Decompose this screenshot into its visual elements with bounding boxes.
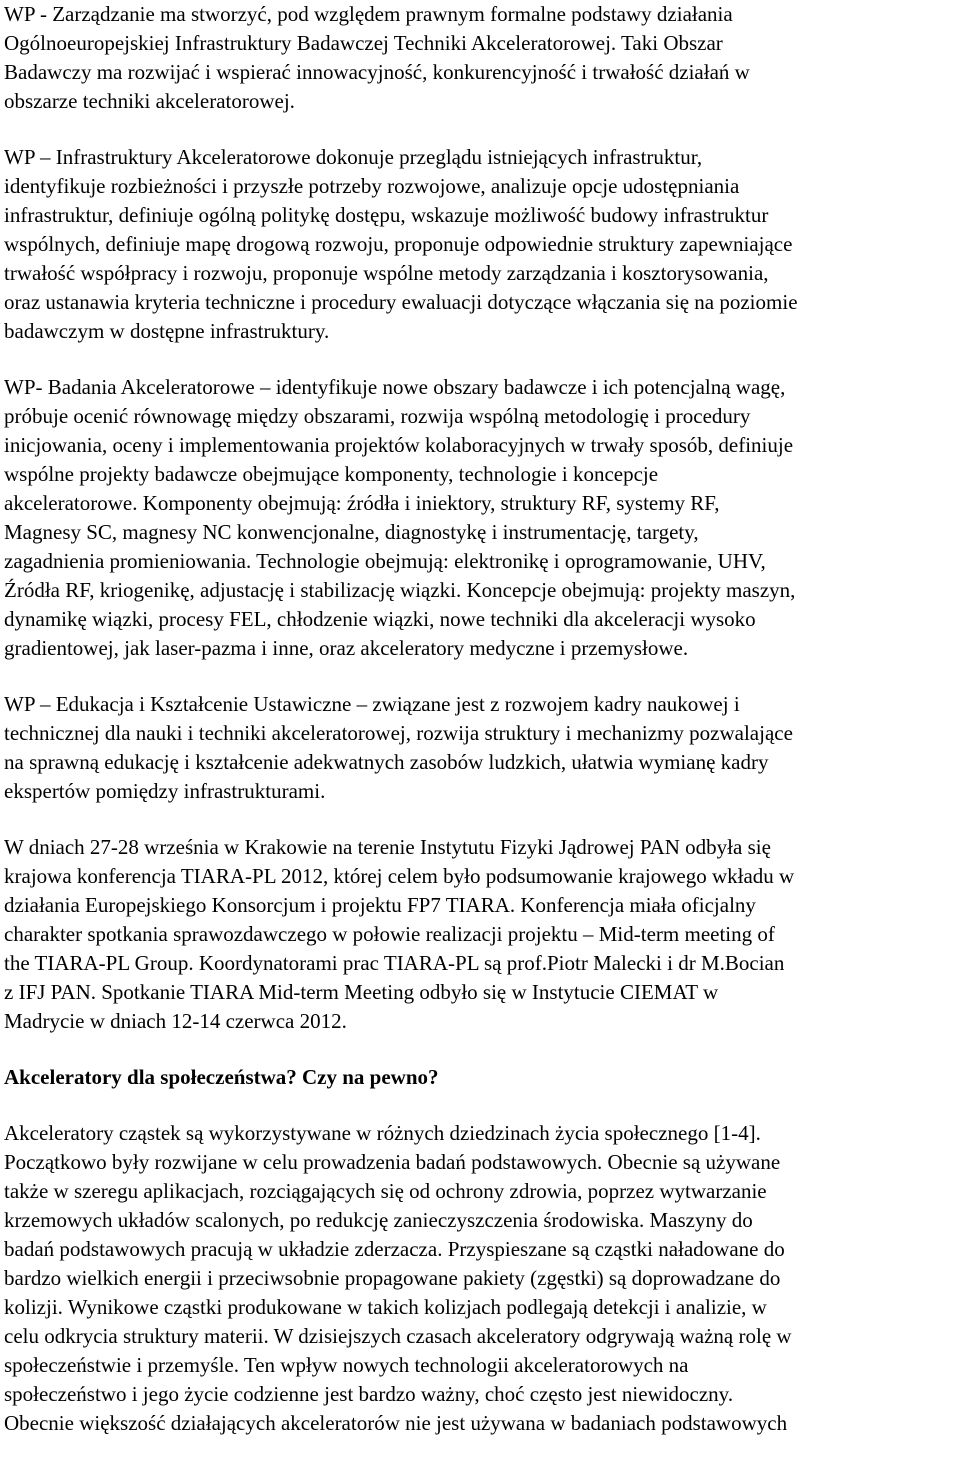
text-line: Obecnie większość działających akceleratorów nie jest używana w badaniach podstawowych <box>4 1411 788 1435</box>
text-line: krzemowych układów scalonych, po redukcję zanieczyszczenia środowiska. Maszyny do <box>4 1208 753 1232</box>
text-line: dynamikę wiązki, procesy FEL, chłodzenie wiązki, nowe techniki dla akceleracji wysoko <box>4 607 756 631</box>
paragraph-wp-infrastruktury <box>4 143 956 346</box>
paragraph-wp-edukacja <box>4 690 956 806</box>
text-line: badawczym w dostępne infrastruktury. <box>4 319 330 343</box>
text-line: identyfikuje rozbieżności i przyszłe potrzeby rozwojowe, analizuje opcje udostępniania <box>4 174 740 198</box>
text-line: WP – Edukacja i Kształcenie Ustawiczne – związane jest z rozwojem kadry naukowej i <box>4 692 740 716</box>
text-line: charakter spotkania sprawozdawczego w połowie realizacji projektu – Mid-term meeting of <box>4 922 775 946</box>
text-line: bardzo wielkich energii i przeciwsobnie propagowane pakiety (zgęstki) są doprowadzane do <box>4 1266 781 1290</box>
text-line: Akceleratory cząstek są wykorzystywane w różnych dziedzinach życia społecznego [1-4]. <box>4 1121 761 1145</box>
text-line: gradientowej, jak laser-pazma i inne, oraz akceleratory medyczne i przemysłowe. <box>4 636 689 660</box>
text-line: ekspertów pomiędzy infrastrukturami. <box>4 779 326 803</box>
text-line: wspólne projekty badawcze obejmujące komponenty, technologie i koncepcje <box>4 462 659 486</box>
text-line: Źródła RF, kriogenikę, adjustację i stabilizację wiązki. Koncepcje obejmują: projekty maszyn, <box>4 578 796 602</box>
text-line: W dniach 27-28 września w Krakowie na terenie Instytutu Fizyki Jądrowej PAN odbyła się <box>4 835 771 859</box>
text-line: na sprawną edukację i kształcenie adekwatnych zasobów ludzkich, ułatwia wymianę kadry <box>4 750 769 774</box>
text-line: działania Europejskiego Konsorcjum i projektu FP7 TIARA. Konferencja miała oficjalny <box>4 893 756 917</box>
text-line: wspólnych, definiuje mapę drogową rozwoju, proponuje odpowiednie struktury zapewniające <box>4 232 793 256</box>
text-line: próbuje ocenić równowagę między obszarami, rozwija wspólną metodologię i procedury <box>4 404 751 428</box>
text-line: celu odkrycia struktury materii. W dzisiejszych czasach akceleratory odgrywają ważną rolę w <box>4 1324 792 1348</box>
paragraph-akceleratory-intro <box>4 1119 956 1438</box>
text-line: kolizji. Wynikowe cząstki produkowane w takich kolizjach podlegają detekcji i analizie, w <box>4 1295 767 1319</box>
document-page <box>4 0 956 1465</box>
text-line: the TIARA-PL Group. Koordynatorami prac TIARA-PL są prof.Piotr Malecki i dr M.Bocian <box>4 951 785 975</box>
text-line: Madrycie w dniach 12-14 czerwca 2012. <box>4 1009 347 1033</box>
text-line: zagadnienia promieniowania. Technologie obejmują: elektronikę i oprogramowanie, UHV, <box>4 549 766 573</box>
section-heading: Akceleratory dla społeczeństwa? Czy na pewno? <box>4 1065 439 1089</box>
paragraph-wp-badania <box>4 373 956 663</box>
text-line: Ogólnoeuropejskiej Infrastruktury Badawczej Techniki Akceleratorowej. Taki Obszar <box>4 31 723 55</box>
text-line: krajowa konferencja TIARA-PL 2012, której celem było podsumowanie krajowego wkładu w <box>4 864 795 888</box>
text-line: z IFJ PAN. Spotkanie TIARA Mid-term Meeting odbyło się w Instytucie CIEMAT w <box>4 980 719 1004</box>
text-line: trwałość współpracy i rozwoju, proponuje wspólne metody zarządzania i kosztorysowania, <box>4 261 769 285</box>
text-line: inicjowania, oceny i implementowania projektów kolaboracyjnych w trwały sposób, definiuje <box>4 433 794 457</box>
text-line: WP - Zarządzanie ma stworzyć, pod względem prawnym formalne podstawy działania <box>4 2 733 26</box>
text-line: Początkowo były rozwijane w celu prowadzenia badań podstawowych. Obecnie są używane <box>4 1150 781 1174</box>
text-line: obszarze techniki akceleratorowej. <box>4 89 295 113</box>
text-line: oraz ustanawia kryteria techniczne i procedury ewaluacji dotyczące włączania się na poziomie <box>4 290 798 314</box>
text-line: Magnesy SC, magnesy NC konwencjonalne, diagnostykę i instrumentację, targety, <box>4 520 699 544</box>
text-line: technicznej dla nauki i techniki akceleratorowej, rozwija struktury i mechanizmy pozwalające <box>4 721 793 745</box>
text-line: także w szeregu aplikacjach, rozciągających się od ochrony zdrowia, poprzez wytwarzanie <box>4 1179 767 1203</box>
text-line: społeczeństwie i przemyśle. Ten wpływ nowych technologii akceleratorowych na <box>4 1353 689 1377</box>
paragraph-konferencja <box>4 833 956 1036</box>
text-line: badań podstawowych pracują w układzie zderzacza. Przyspieszane są cząstki naładowane do <box>4 1237 785 1261</box>
text-line: WP – Infrastruktury Akceleratorowe dokonuje przeglądu istniejących infrastruktur, <box>4 145 703 169</box>
text-line: Badawczy ma rozwijać i wspierać innowacyjność, konkurencyjność i trwałość działań w <box>4 60 750 84</box>
text-line: społeczeństwo i jego życie codzienne jest bardzo ważny, choć często jest niewidoczny. <box>4 1382 734 1406</box>
text-line: WP- Badania Akceleratorowe – identyfikuje nowe obszary badawcze i ich potencjalną wagę, <box>4 375 786 399</box>
text-line: akceleratorowe. Komponenty obejmują: źródła i iniektory, struktury RF, systemy RF, <box>4 491 720 515</box>
paragraph-wp-zarzadzanie <box>4 0 956 116</box>
text-line: infrastruktur, definiuje ogólną politykę dostępu, wskazuje możliwość budowy infrastruktur <box>4 203 769 227</box>
